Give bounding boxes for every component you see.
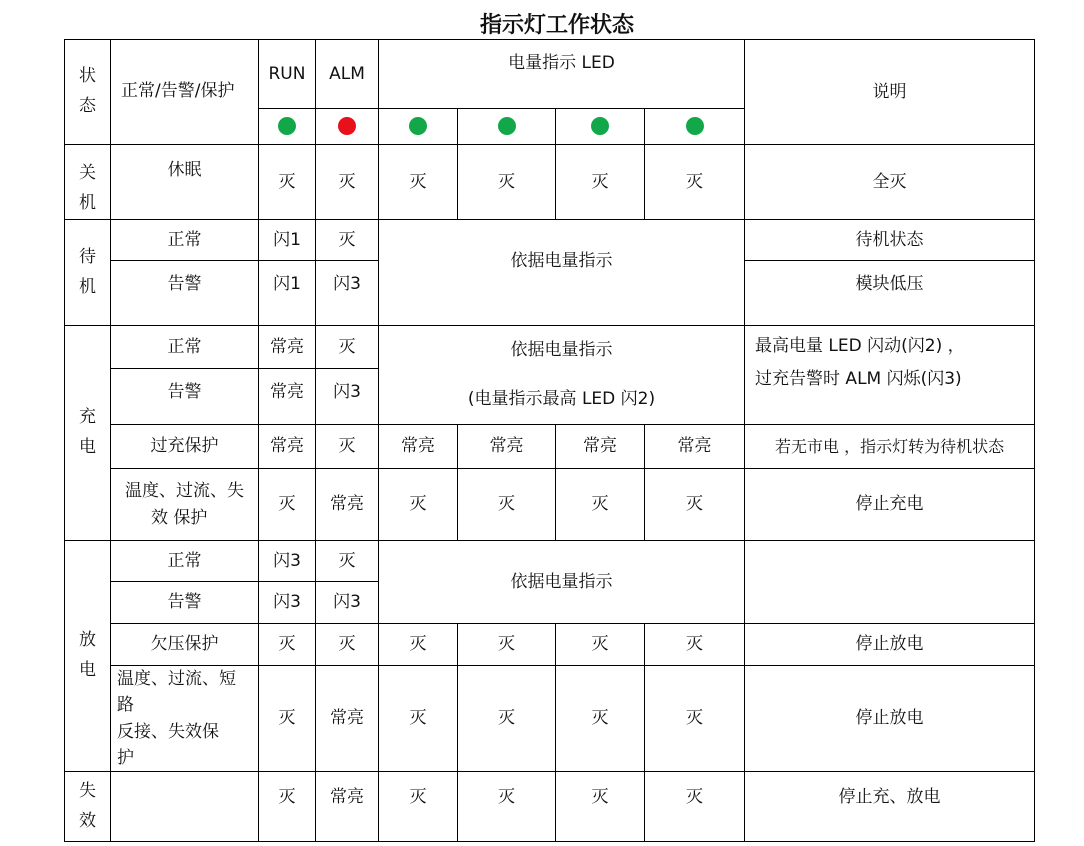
run-cell: 闪3 — [259, 541, 316, 582]
alm-cell: 闪3 — [316, 261, 379, 326]
cond-cell: 告警 — [111, 261, 259, 326]
soc-cell: 灭 — [645, 666, 745, 772]
soc-led-2-icon — [498, 117, 516, 135]
run-cell: 灭 — [259, 624, 316, 666]
table-row — [65, 541, 1035, 582]
table-row — [65, 624, 1035, 666]
soc-cell: 常亮 — [556, 425, 645, 469]
alm-cell: 灭 — [316, 425, 379, 469]
note-cell: 若无市电 ，指示灯转为待机状态 — [745, 425, 1035, 469]
state-off — [65, 145, 111, 220]
soc-cell: 灭 — [645, 772, 745, 842]
soc-cell: 灭 — [379, 469, 458, 541]
soc-cell: 灭 — [379, 145, 458, 220]
cond-cell: 正常 — [111, 326, 259, 369]
note-cell: 全灭 — [745, 145, 1035, 220]
cond-cell: 过充保护 — [111, 425, 259, 469]
note-line-2: 过充告警时 ALM 闪烁(闪3) — [755, 368, 962, 389]
header-soc: 电量指示 LED — [379, 40, 745, 109]
soc-cell: 灭 — [458, 145, 556, 220]
cond-cell — [111, 469, 259, 541]
note-line-1: 最高电量 LED 闪动(闪2) ， — [755, 336, 965, 356]
table-row — [65, 220, 1035, 261]
soc-led-cell-2 — [458, 109, 556, 145]
cond-cell: 欠压保护 — [111, 624, 259, 666]
run-cell: 灭 — [259, 145, 316, 220]
run-cell: 常亮 — [259, 326, 316, 369]
state-discharge-text: 放电 — [79, 630, 96, 681]
soc-merged-cell: 依据电量指示 — [379, 541, 745, 624]
alm-cell: 灭 — [316, 326, 379, 369]
run-led-cell — [259, 109, 316, 145]
state-standby — [65, 220, 111, 326]
alm-cell: 灭 — [316, 624, 379, 666]
soc-merged-line-1: 依据电量指示 — [510, 340, 613, 361]
cond-cell — [111, 772, 259, 842]
header-alm: ALM — [316, 40, 379, 109]
cond-line-1: 温度、过流、失 — [125, 481, 244, 502]
state-standby-text: 待机 — [79, 246, 96, 297]
state-failure-text: 失效 — [79, 781, 96, 831]
header-state — [65, 40, 111, 145]
note-cell: 停止充电 — [745, 469, 1035, 541]
cond-line-3: 护 — [117, 748, 134, 769]
soc-cell: 灭 — [645, 469, 745, 541]
page-title: 指示灯工作状态 — [479, 13, 634, 38]
note-cell: 模块低压 — [745, 261, 1035, 326]
header-condition — [111, 40, 259, 145]
header-note: 说明 — [745, 40, 1035, 145]
soc-cell: 灭 — [556, 624, 645, 666]
note-cell: 待机状态 — [745, 220, 1035, 261]
note-cell: 停止放电 — [745, 624, 1035, 666]
soc-cell: 灭 — [645, 624, 745, 666]
header-state-text: 状态 — [79, 66, 96, 116]
led-status-table — [64, 39, 1035, 842]
note-cell: 停止充、放电 — [745, 772, 1035, 842]
cond-cell: 休眠 — [111, 145, 259, 220]
soc-merged-cell — [379, 326, 745, 425]
table-row — [65, 772, 1035, 842]
alm-cell: 闪3 — [316, 582, 379, 624]
note-cell-empty — [745, 541, 1035, 624]
table-row — [65, 469, 1035, 541]
soc-cell: 灭 — [458, 469, 556, 541]
cond-cell: 告警 — [111, 582, 259, 624]
soc-cell: 常亮 — [458, 425, 556, 469]
run-cell: 闪1 — [259, 220, 316, 261]
soc-cell: 常亮 — [379, 425, 458, 469]
cond-cell: 正常 — [111, 220, 259, 261]
soc-led-1-icon — [409, 117, 427, 135]
note-merged-cell — [745, 326, 1035, 425]
soc-cell: 灭 — [379, 624, 458, 666]
alm-cell: 常亮 — [316, 469, 379, 541]
run-cell: 常亮 — [259, 369, 316, 425]
soc-led-4-icon — [686, 117, 704, 135]
run-cell: 闪1 — [259, 261, 316, 326]
table-row — [65, 145, 1035, 220]
soc-cell: 灭 — [458, 624, 556, 666]
state-off-text: 关机 — [79, 163, 96, 213]
alm-cell: 灭 — [316, 220, 379, 261]
soc-led-3-icon — [591, 117, 609, 135]
cond-line-2: 效 保护 — [151, 507, 208, 528]
soc-cell: 常亮 — [645, 425, 745, 469]
alm-cell: 常亮 — [316, 666, 379, 772]
cond-cell — [111, 666, 259, 772]
soc-cell: 灭 — [379, 772, 458, 842]
soc-cell: 灭 — [379, 666, 458, 772]
soc-led-cell-1 — [379, 109, 458, 145]
alm-led-icon — [338, 117, 356, 135]
run-cell: 灭 — [259, 469, 316, 541]
alm-cell: 闪3 — [316, 369, 379, 425]
run-cell: 闪3 — [259, 582, 316, 624]
run-led-icon — [278, 117, 296, 135]
note-cell: 停止放电 — [745, 666, 1035, 772]
state-charge-text: 充电 — [79, 407, 96, 457]
soc-led-cell-3 — [556, 109, 645, 145]
soc-led-cell-4 — [645, 109, 745, 145]
run-cell: 灭 — [259, 772, 316, 842]
cond-cell: 告警 — [111, 369, 259, 425]
soc-merged-line-2: (电量指示最高 LED 闪2) — [467, 389, 656, 409]
header-run: RUN — [259, 40, 316, 109]
alm-cell: 灭 — [316, 541, 379, 582]
run-cell: 灭 — [259, 666, 316, 772]
alm-cell: 灭 — [316, 145, 379, 220]
alm-cell: 常亮 — [316, 772, 379, 842]
table-row — [65, 326, 1035, 369]
soc-merged-cell: 依据电量指示 — [379, 220, 745, 326]
soc-cell: 灭 — [458, 666, 556, 772]
cond-cell: 正常 — [111, 541, 259, 582]
table-row — [65, 666, 1035, 772]
soc-cell: 灭 — [556, 469, 645, 541]
soc-cell: 灭 — [556, 145, 645, 220]
state-failure — [65, 772, 111, 842]
table-row — [65, 425, 1035, 469]
soc-cell: 灭 — [645, 145, 745, 220]
cond-line-1: 温度、过流、短路 — [117, 669, 236, 716]
soc-cell: 灭 — [556, 666, 645, 772]
state-discharge — [65, 541, 111, 772]
soc-cell: 灭 — [556, 772, 645, 842]
state-charge — [65, 326, 111, 541]
soc-cell: 灭 — [458, 772, 556, 842]
cond-line-2: 反接、失效保 — [117, 721, 219, 742]
alm-led-cell — [316, 109, 379, 145]
run-cell: 常亮 — [259, 425, 316, 469]
header-condition-text: 正常/告警/保护 — [121, 81, 235, 102]
